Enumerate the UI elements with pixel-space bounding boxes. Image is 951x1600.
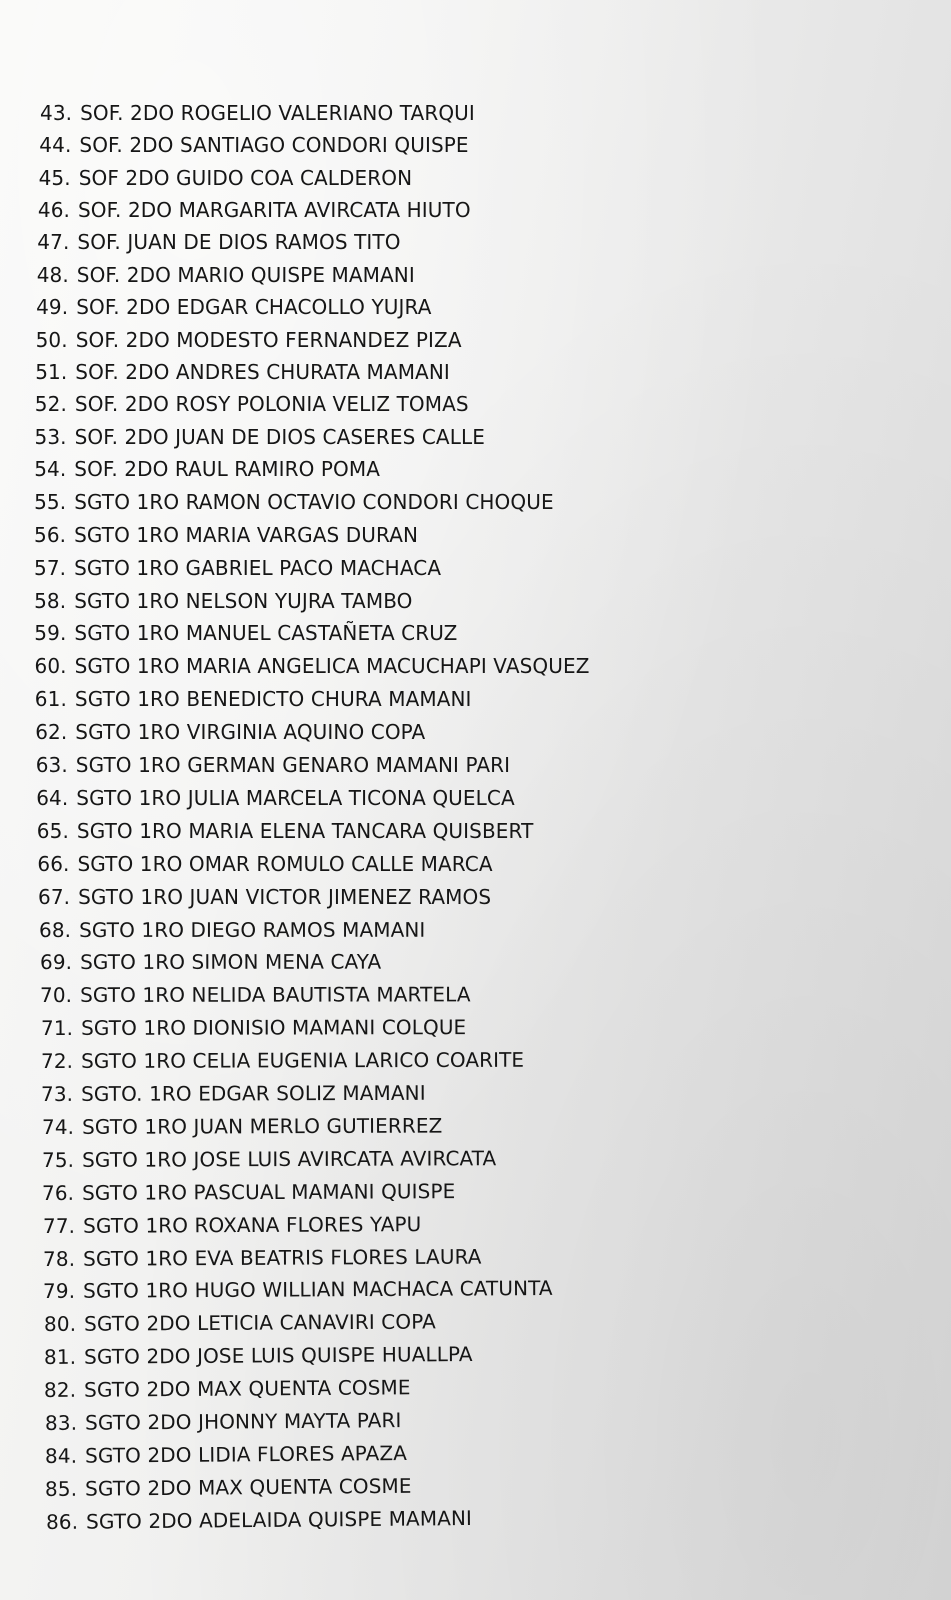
item-name: SGTO 2DO LIDIA FLORES APAZA <box>84 1440 407 1468</box>
item-number: 70. <box>40 983 73 1008</box>
item-name: SGTO 1RO EVA BEATRIS FLORES LAURA <box>83 1244 482 1271</box>
list-item <box>35 359 450 385</box>
item-name: SGTO 2DO LETICIA CANAVIRI COPA <box>83 1309 436 1337</box>
list-item <box>39 165 413 191</box>
list-item <box>36 327 462 353</box>
item-number: 76. <box>42 1180 75 1205</box>
list-item <box>34 456 380 482</box>
item-name: SGTO 2DO JOSE LUIS QUISPE HUALLPA <box>84 1342 473 1369</box>
list-item <box>40 982 471 1009</box>
list-item <box>38 197 471 223</box>
item-name: SGTO 1RO JUAN VICTOR JIMENEZ RAMOS <box>78 884 492 909</box>
item-number: 60. <box>34 654 67 679</box>
list-item <box>34 588 412 614</box>
list-item <box>42 1112 442 1139</box>
list-item <box>45 1440 407 1469</box>
item-number: 56. <box>34 522 67 547</box>
item-name: SOF. 2DO MODESTO FERNANDEZ PIZA <box>75 327 462 352</box>
item-number: 65. <box>36 818 69 843</box>
list-item <box>45 1473 412 1502</box>
item-name: SGTO 1RO ROXANA FLORES YAPU <box>82 1211 422 1238</box>
list-item <box>41 1047 524 1074</box>
item-number: 46. <box>37 198 70 223</box>
list-item <box>36 294 431 320</box>
list-item <box>44 1341 473 1370</box>
item-name: SOF. 2DO ROSY POLONIA VELIZ TOMAS <box>74 392 469 417</box>
item-name: SOF. 2DO JUAN DE DIOS CASERES CALLE <box>74 424 485 449</box>
item-name: SGTO 1RO BENEDICTO CHURA MAMANI <box>74 687 472 712</box>
item-number: 79. <box>43 1279 76 1304</box>
item-number: 59. <box>34 621 67 646</box>
item-name: SGTO 1RO NELSON YUJRA TAMBO <box>74 588 413 613</box>
list-item <box>34 522 418 548</box>
item-name: SGTO 2DO MAX QUENTA COSME <box>84 1375 411 1402</box>
item-name: SOF. 2DO SANTIAGO CONDORI QUISPE <box>79 133 469 158</box>
item-name: SGTO 1RO GERMAN GENARO MAMANI PARI <box>75 753 511 777</box>
item-number: 58. <box>34 588 67 613</box>
list-item <box>42 1145 496 1173</box>
list-item <box>36 785 515 811</box>
item-number: 77. <box>42 1213 75 1238</box>
item-number: 81. <box>43 1344 77 1370</box>
item-number: 55. <box>34 489 67 514</box>
item-number: 86. <box>45 1509 78 1534</box>
item-number: 64. <box>36 785 69 810</box>
list-item <box>44 1407 401 1436</box>
item-name: SGTO 1RO JUAN MERLO GUTIERREZ <box>81 1113 443 1139</box>
item-name: SGTO 1RO RAMON OCTAVIO CONDORI CHOQUE <box>74 489 554 514</box>
list-item <box>36 752 510 778</box>
item-name: SGTO 1RO DIEGO RAMOS MAMANI <box>78 917 426 942</box>
item-number: 75. <box>41 1147 75 1172</box>
item-name: SGTO 1RO VIRGINIA AQUINO COPA <box>75 720 426 744</box>
item-number: 44. <box>39 133 72 158</box>
item-name: SGTO 1RO MARIA ELENA TANCARA QUISBERT <box>76 818 534 843</box>
list-item <box>39 132 468 158</box>
list-item <box>45 1505 471 1535</box>
item-name: SGTO 2DO MAX QUENTA COSME <box>85 1473 412 1501</box>
item-number: 73. <box>41 1081 74 1106</box>
item-name: SGTO 1RO OMAR ROMULO CALLE MARCA <box>77 851 493 876</box>
item-number: 57. <box>34 555 67 580</box>
item-number: 72. <box>40 1049 74 1074</box>
item-number: 82. <box>44 1377 77 1403</box>
item-name: SGTO 1RO MARIA VARGAS DURAN <box>74 522 419 547</box>
item-number: 53. <box>34 424 67 449</box>
item-name: SOF. 2DO ANDRES CHURATA MAMANI <box>75 359 450 384</box>
list-item <box>37 229 400 255</box>
item-number: 66. <box>37 851 70 876</box>
list-item <box>34 555 441 581</box>
list-item <box>42 1178 455 1206</box>
item-number: 51. <box>35 359 68 384</box>
item-name: SOF. 2DO EDGAR CHACOLLO YUJRA <box>76 295 432 320</box>
list-item <box>41 1014 466 1041</box>
item-number: 67. <box>37 884 71 909</box>
list-item <box>34 489 554 515</box>
item-number: 47. <box>37 230 70 255</box>
item-number: 74. <box>41 1114 74 1139</box>
item-name: SGTO 1RO SIMON MENA CAYA <box>79 949 381 975</box>
list-item <box>35 391 469 417</box>
list-item <box>39 916 425 942</box>
item-name: SGTO 1RO MANUEL CASTAÑETA CRUZ <box>74 621 458 646</box>
item-number: 84. <box>44 1443 78 1468</box>
item-number: 43. <box>40 101 73 125</box>
item-name: SGTO 1RO JULIA MARCELA TICONA QUELCA <box>76 785 515 810</box>
list-item <box>35 653 590 679</box>
item-name: SGTO 2DO ADELAIDA QUISPE MAMANI <box>85 1505 472 1534</box>
item-name: SGTO 1RO HUGO WILLIAN MACHACA CATUNTA <box>83 1276 553 1304</box>
item-name: SOF. JUAN DE DIOS RAMOS TITO <box>77 230 401 255</box>
list-item <box>35 719 425 745</box>
list-item <box>41 1080 426 1107</box>
item-name: SOF. 2DO ROGELIO VALERIANO TARQUI <box>80 101 475 125</box>
item-number: 78. <box>42 1246 76 1271</box>
list-item <box>39 949 380 975</box>
item-name: SGTO 1RO MARIA ANGELICA MACUCHAPI VASQUEZ <box>74 654 590 679</box>
item-number: 48. <box>36 262 69 287</box>
item-number: 49. <box>36 295 69 320</box>
item-name: SGTO 1RO CELIA EUGENIA LARICO COARITE <box>81 1047 525 1073</box>
item-number: 71. <box>40 1016 73 1041</box>
list-item <box>35 686 472 712</box>
list-item <box>44 1309 436 1338</box>
item-number: 50. <box>35 327 68 352</box>
item-number: 85. <box>45 1476 78 1501</box>
item-name: SOF. 2DO MARGARITA AVIRCATA HIUTO <box>78 198 471 223</box>
item-number: 54. <box>34 456 67 481</box>
item-name: SGTO 1RO DIONISIO MAMANI COLQUE <box>80 1015 466 1041</box>
item-number: 80. <box>43 1312 76 1337</box>
item-number: 62. <box>35 720 68 744</box>
item-number: 45. <box>38 165 71 190</box>
item-name: SGTO 1RO PASCUAL MAMANI QUISPE <box>82 1178 456 1205</box>
list-item <box>37 262 415 288</box>
list-item <box>35 424 485 450</box>
item-number: 63. <box>35 753 68 777</box>
item-name: SGTO 1RO NELIDA BAUTISTA MARTELA <box>80 982 472 1008</box>
item-number: 83. <box>44 1410 77 1435</box>
item-number: 52. <box>34 392 67 417</box>
list-item <box>44 1374 411 1403</box>
item-number: 61. <box>34 687 67 712</box>
list-item <box>37 851 492 877</box>
list-item <box>34 620 457 646</box>
item-name: SOF. 2DO MARIO QUISPE MAMANI <box>76 262 415 287</box>
item-name: SGTO 1RO JOSE LUIS AVIRCATA AVIRCATA <box>82 1145 497 1172</box>
list-item <box>40 100 475 126</box>
item-name: SOF 2DO GUIDO COA CALDERON <box>78 165 413 190</box>
item-name: SOF. 2DO RAUL RAMIRO POMA <box>74 456 381 481</box>
item-name: SGTO. 1RO EDGAR SOLIZ MAMANI <box>81 1080 427 1106</box>
item-number: 69. <box>39 950 72 975</box>
item-name: SGTO 2DO JHONNY MAYTA PARI <box>84 1408 402 1435</box>
list-item <box>43 1243 482 1271</box>
item-name: SGTO 1RO GABRIEL PACO MACHACA <box>74 555 442 580</box>
list-item <box>37 818 534 844</box>
list-item <box>38 884 491 910</box>
list-item <box>43 1211 422 1239</box>
list-item <box>43 1275 553 1304</box>
item-number: 68. <box>38 917 71 942</box>
